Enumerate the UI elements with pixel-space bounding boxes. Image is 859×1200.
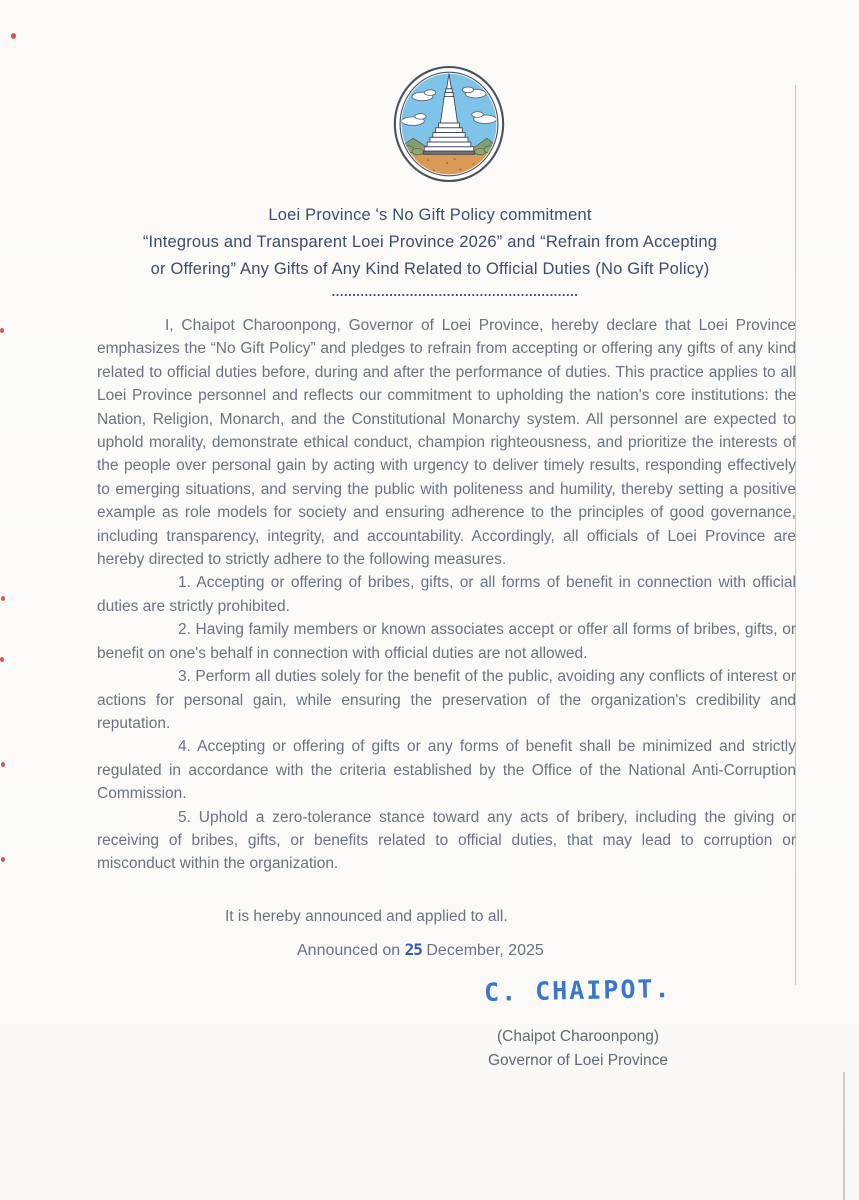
closing-statement: It is hereby announced and applied to all. — [225, 908, 508, 925]
measure-2: 2. Having family members or known associates accept or offer all forms of bribes, gifts, or benefit on one's behalf in connection with official duties are not allowed. — [97, 621, 796, 662]
red-scan-speck — [1, 596, 5, 601]
stupa-seal-graphic — [392, 64, 506, 184]
scan-edge-line — [795, 85, 796, 985]
title-line-3: or Offering” Any Gifts of Any Kind Related to Official Duties (No Gift Policy) — [150, 260, 710, 278]
red-scan-speck — [0, 657, 4, 662]
loei-province-seal-icon — [392, 64, 506, 184]
declaration-paragraph: I, Chaipot Charoonpong, Governor of Loei Province, hereby declare that Loei Province emphasizes the “No Gift Policy” and pledges to refrain from accepting or offering any gifts of any kind related to official duties before, during and after the performance of duties. This practice applies to all Loei Province personnel and reflects our commitment to upholding the nation's core institutions: the Nation, Religion, Monarch, and the Constitutional Monarchy system. All personnel are expected to uphold morality, demonstrate ethical conduct, champion righteousness, and prioritize the interests of the people over personal gain by acting with urgency to deliver timely results, responding effectively to emerging situations, and serving the public with politeness and humility, thereby setting a positive example as role models for society and ensuring adherence to the principles of good governance, including transparency, integrity, and accountability. Accordingly, all officials of Loei Province are hereby directed to strictly adhere to the following measures. — [97, 317, 796, 569]
signatory-name: (Chaipot Charoonpong) — [497, 1028, 659, 1045]
announce-prefix: Announced on — [297, 942, 405, 959]
red-scan-speck — [11, 33, 16, 39]
announce-suffix: December, 2025 — [421, 942, 544, 959]
signatory-title: Governor of Loei Province — [487, 1052, 669, 1069]
announcement-date-line — [297, 940, 544, 960]
signature-block — [428, 976, 728, 1073]
red-scan-speck — [1, 857, 5, 862]
red-scan-speck — [1, 762, 5, 767]
measure-3: 3. Perform all duties solely for the benefit of the public, avoiding any conflicts of interest or actions for personal gain, while ensuring the preservation of the organization's credibility and reputation. — [97, 668, 796, 732]
body-text — [97, 314, 796, 876]
title-line-1: Loei Province 's No Gift Policy commitment — [268, 206, 592, 224]
handwritten-signature: C. CHAIPOT. — [483, 974, 673, 1007]
handwritten-day: 25 — [404, 940, 422, 959]
scan-edge-line-bottom — [843, 1072, 845, 1200]
measure-4: 4. Accepting or offering of gifts or any forms of benefit shall be minimized and strictly regulated in accordance with the criteria established by the Office of the National Anti-Corruption Commission. — [97, 738, 796, 803]
measure-1: 1. Accepting or offering of bribes, gifts, or all forms of benefit in connection with official duties are strictly prohibited. — [97, 574, 796, 615]
title-line-2: “Integrous and Transparent Loei Province 2026” and “Refrain from Accepting — [142, 233, 718, 251]
dotted-separator: ............................................................ — [331, 284, 579, 299]
measure-5: 5. Uphold a zero-tolerance stance toward any acts of bribery, including the giving or receiving of bribes, gifts, or benefits related to official duties, that may lead to corruption or misconduct within the organization. — [97, 808, 796, 873]
document-title — [60, 202, 800, 283]
red-scan-speck — [0, 328, 4, 333]
